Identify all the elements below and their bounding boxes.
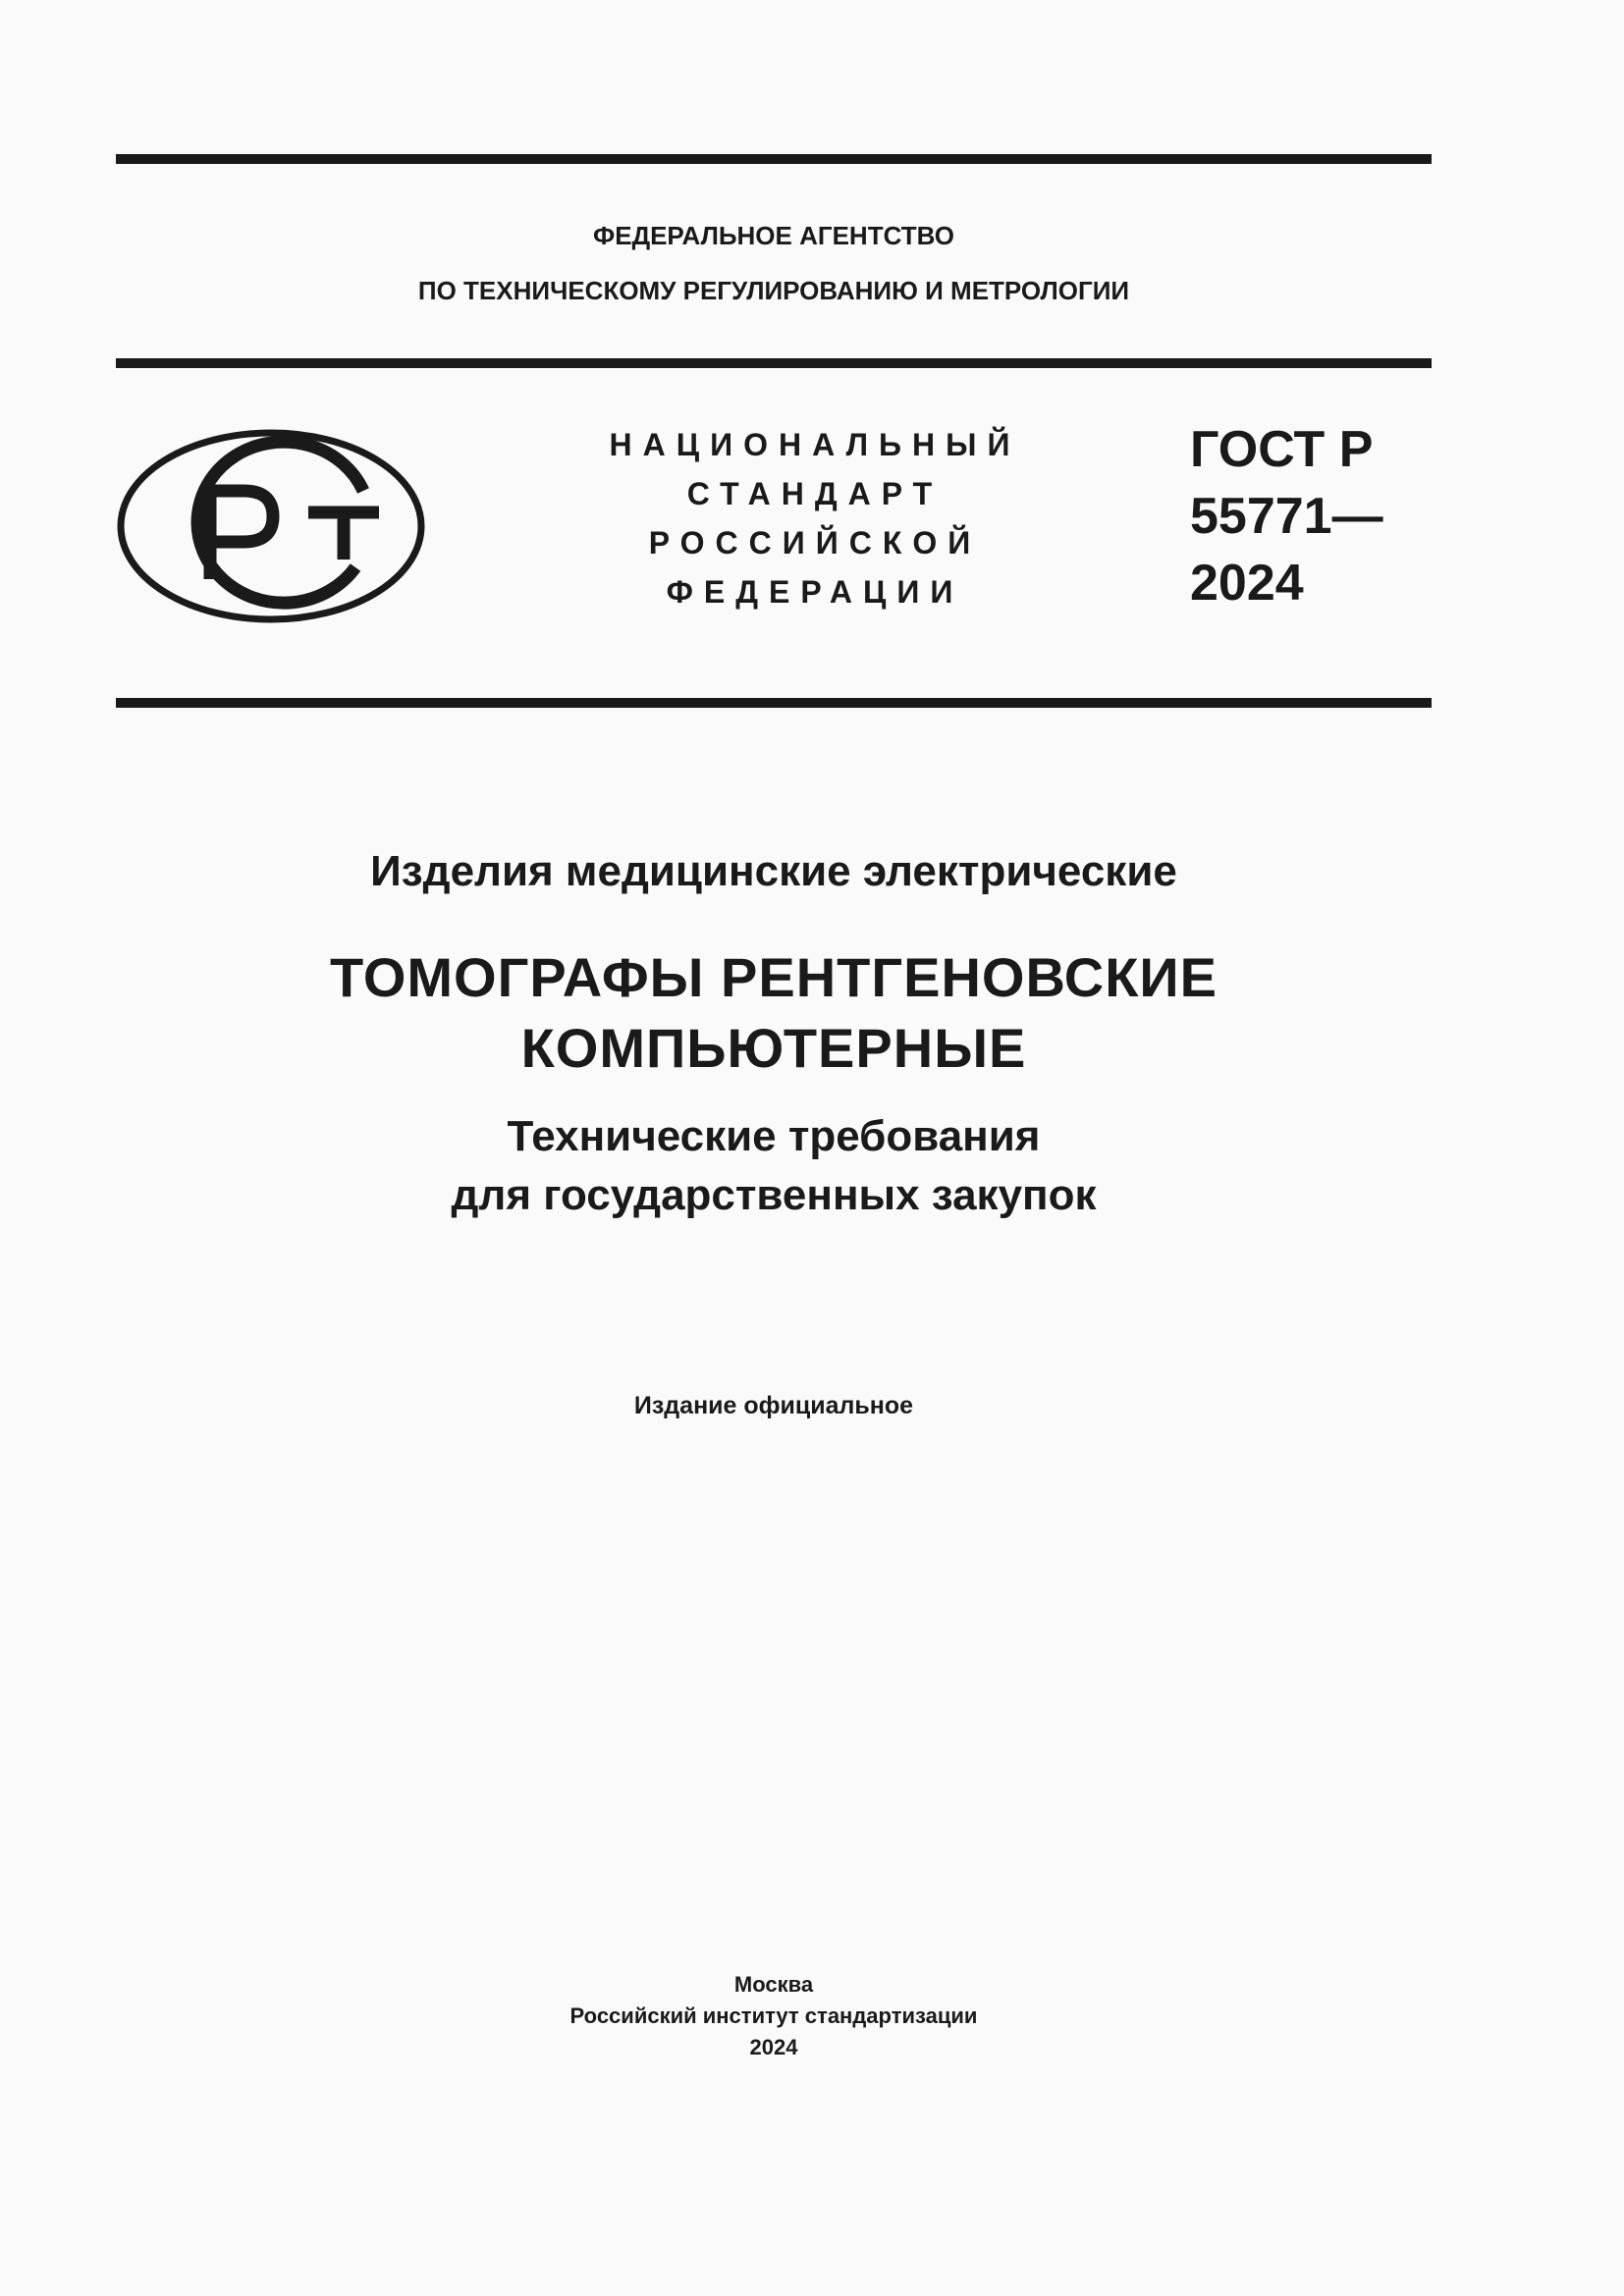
imprint-city: Москва bbox=[733, 1972, 814, 1997]
standard-type-line-3: РОССИЙСКОЙ bbox=[648, 525, 982, 561]
standard-type-line-2: СТАНДАРТ bbox=[686, 476, 944, 511]
standard-type-line-4: ФЕДЕРАЦИИ bbox=[666, 574, 964, 610]
document-subject: Изделия медицинские электрические bbox=[370, 847, 1177, 895]
masthead-bottom-rule bbox=[116, 698, 1432, 708]
edition-note: Издание официальное bbox=[633, 1392, 914, 1419]
header-divider-rule bbox=[116, 358, 1432, 368]
document-subtitle bbox=[116, 1107, 1432, 1225]
top-rule bbox=[116, 154, 1432, 164]
imprint bbox=[116, 1969, 1432, 2063]
title-line-1: ТОМОГРАФЫ РЕНТГЕНОВСКИЕ bbox=[330, 946, 1218, 1008]
designation-line-2: 55771— bbox=[1190, 488, 1383, 545]
standard-type-line-1: НАЦИОНАЛЬНЫЙ bbox=[609, 427, 1021, 462]
agency-name bbox=[116, 208, 1432, 318]
subtitle-line-1: Технические требования bbox=[507, 1112, 1041, 1160]
imprint-publisher: Российский институт стандартизации bbox=[569, 2003, 978, 2028]
standard-type bbox=[579, 420, 1051, 616]
subtitle-line-2: для государственных закупок bbox=[451, 1171, 1097, 1219]
document-title bbox=[116, 942, 1432, 1084]
imprint-year: 2024 bbox=[749, 2035, 798, 2059]
agency-line-1: ФЕДЕРАЛЬНОЕ АГЕНТСТВО bbox=[593, 221, 954, 250]
title-line-2: КОМПЬЮТЕРНЫЕ bbox=[520, 1017, 1027, 1079]
standard-designation bbox=[1190, 416, 1383, 616]
designation-line-1: ГОСТ Р bbox=[1190, 421, 1374, 478]
rst-conformity-mark-icon bbox=[116, 428, 426, 624]
designation-line-3: 2024 bbox=[1190, 555, 1304, 612]
agency-line-2: ПО ТЕХНИЧЕСКОМУ РЕГУЛИРОВАНИЮ И МЕТРОЛОГИИ bbox=[417, 276, 1130, 305]
